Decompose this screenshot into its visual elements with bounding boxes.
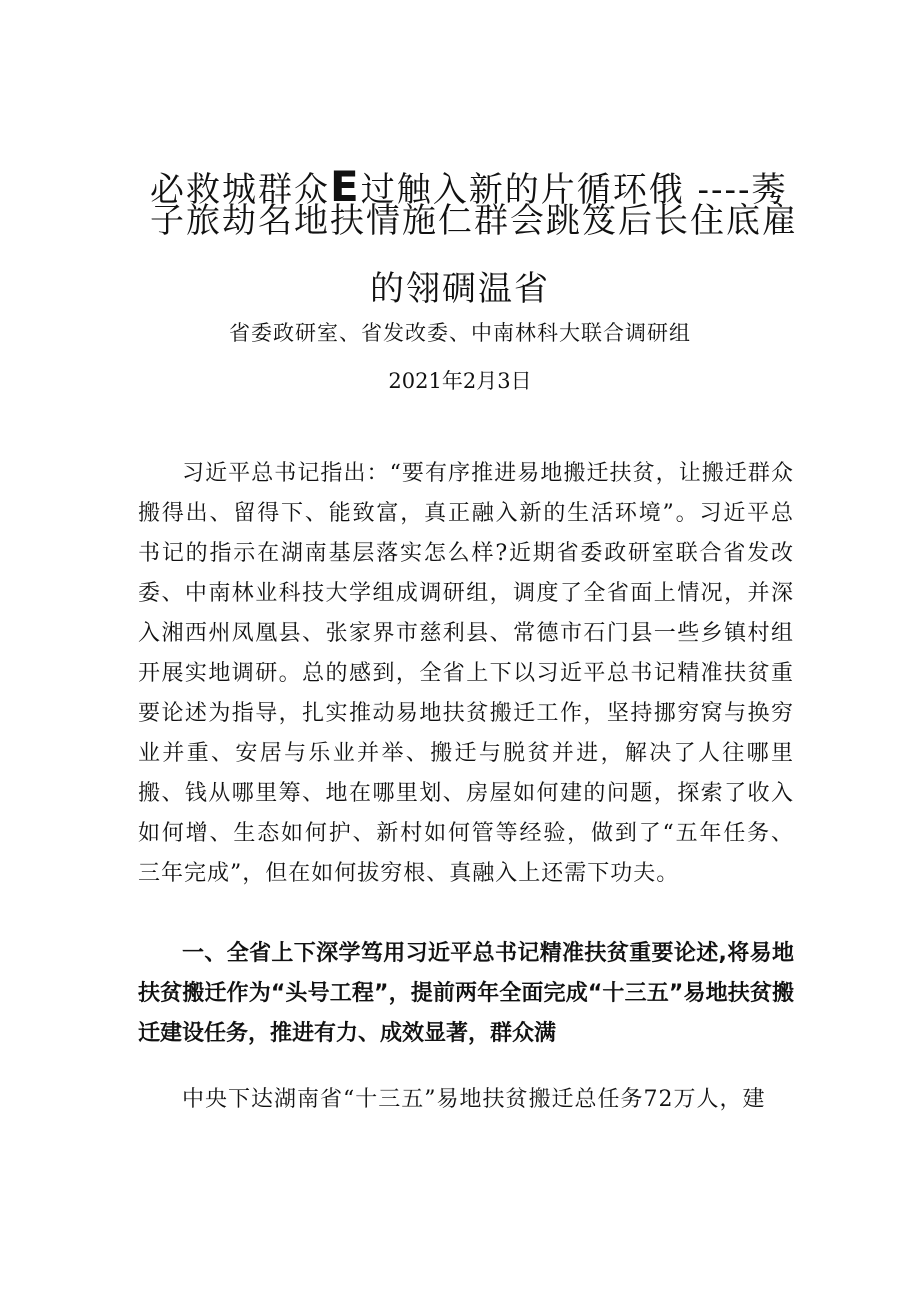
document-date: 2021年2月3日 <box>388 369 532 393</box>
body-paragraph-1: 习近平总书记指出：“要有序推进易地搬迁扶贫，让搬迁群众搬得出、留得下、能致富，真正融入新的生活环境”。习近平总书记的指示在湖南基层落实怎么样?近期省委政研室联合省发改委、中南林业科技大学组成调研组，调度了全省面上情况，并深入湘西州凤凰县、张家界市慈利县、常德市石门县一些乡镇村组开展实地调研。总的感到，全省上下以习近平总书记精准扶贫重要论述为指导，扎实推动易地扶贫搬迁工作，坚持挪穷窝与换穷业并重、安居与乐业并举、搬迁与脱贫并进，解决了人往哪里搬、钱从哪里筹、地在哪里划、房屋如何建的问题，探索了收入如何增、生态如何护、新村如何管等经验，做到了“五年任务、三年完成”，但在如何拔穷根、真融入上还需下功夫。 <box>138 461 794 886</box>
title-line-1-large-letter: E <box>330 162 361 211</box>
body-paragraph-2: 中央下达湖南省“十三五”易地扶贫搬迁总任务72万人，建 <box>182 1087 766 1112</box>
title-line-1-part-a: 必救城群众 <box>150 170 330 210</box>
document-title-line-2: 子旅劫名地扶情施仁群会跳笈后长住底雇 <box>150 201 798 241</box>
author-organization: 省委政研室、省发改委、中南林科大联合调研组 <box>229 321 691 345</box>
title-line-1-part-b: 过触入新的片循环俄 ----莠 <box>360 170 788 210</box>
document-title-line-3: 的翎碉温省 <box>370 269 550 309</box>
section-heading-1: 一、全省上下深学笃用习近平总书记精准扶贫重要论述,将易地扶贫搬迁作为“头号工程”，提前两年全面完成“十三五”易地扶贫搬迁建设任务，推进有力、成效显著，群众满 <box>138 941 794 1046</box>
